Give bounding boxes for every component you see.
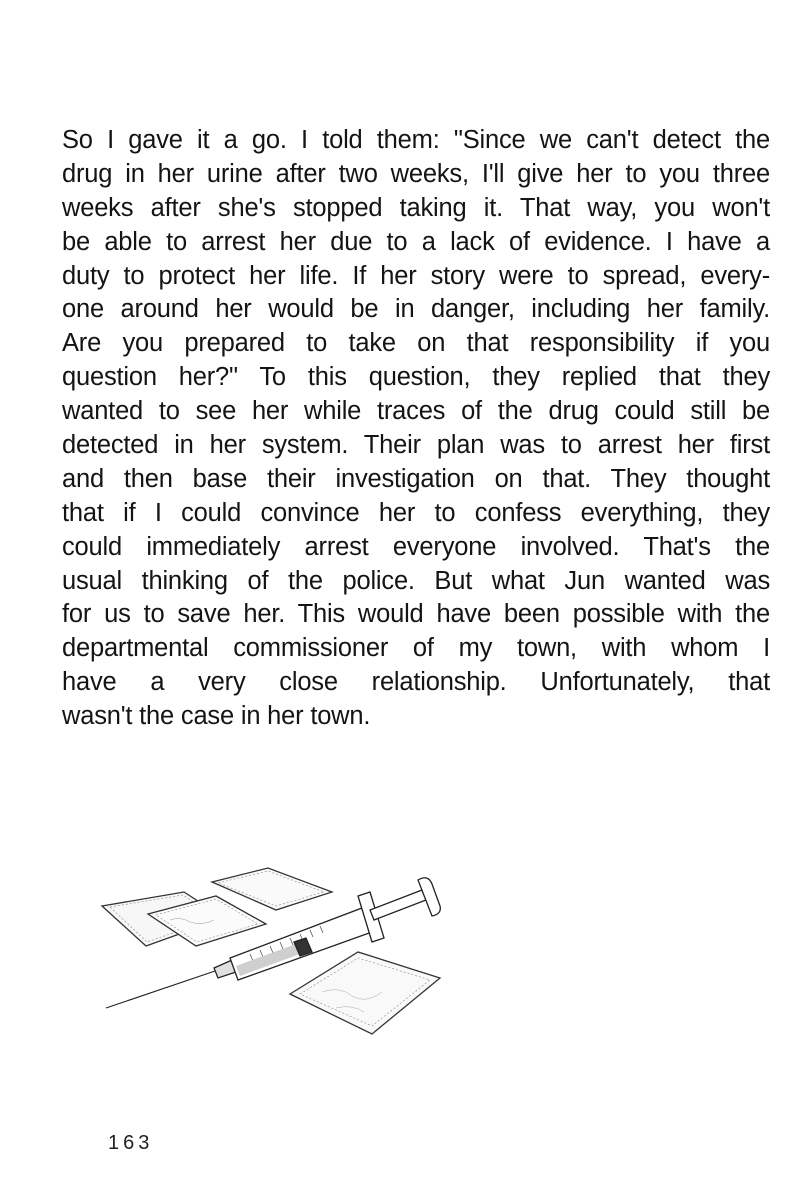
text-line: and then base their investigation on that. They thought: [62, 464, 770, 493]
text-line: have a very close relationship. Unfortunately, that: [62, 668, 770, 697]
page-number: 163: [108, 1132, 154, 1154]
text-line: duty to protect her life. If her story were to spread, every-: [62, 261, 770, 290]
text-line: drug in her urine after two weeks, I'll give her to you three: [62, 159, 770, 188]
body-text: [62, 124, 770, 734]
text-line: detected in her system. Their plan was to arrest her first: [62, 431, 770, 460]
text-line: that if I could convince her to confess everything, they: [62, 498, 770, 527]
text-line: usual thinking of the police. But what Jun wanted was: [62, 566, 770, 595]
text-line: question her?" To this question, they replied that they: [62, 363, 770, 392]
text-line: departmental commissioner of my town, with whom I: [62, 634, 770, 663]
text-line: wasn't the case in her town.: [62, 702, 371, 731]
syringe-and-drug-packets-icon: [100, 862, 450, 1052]
text-line: weeks after she's stopped taking it. That way, you won't: [62, 193, 770, 222]
drug-packet-icon: [290, 952, 440, 1034]
text-line: be able to arrest her due to a lack of evidence. I have a: [62, 227, 770, 256]
text-line: one around her would be in danger, including her family.: [62, 295, 770, 324]
text-line: could immediately arrest everyone involved. That's the: [62, 532, 770, 561]
text-line: Are you prepared to take on that responsibility if you: [62, 329, 770, 358]
text-line: So I gave it a go. I told them: "Since we can't detect the: [62, 126, 770, 154]
text-line: wanted to see her while traces of the drug could still be: [62, 397, 770, 426]
text-line: for us to save her. This would have been possible with the: [62, 600, 770, 629]
